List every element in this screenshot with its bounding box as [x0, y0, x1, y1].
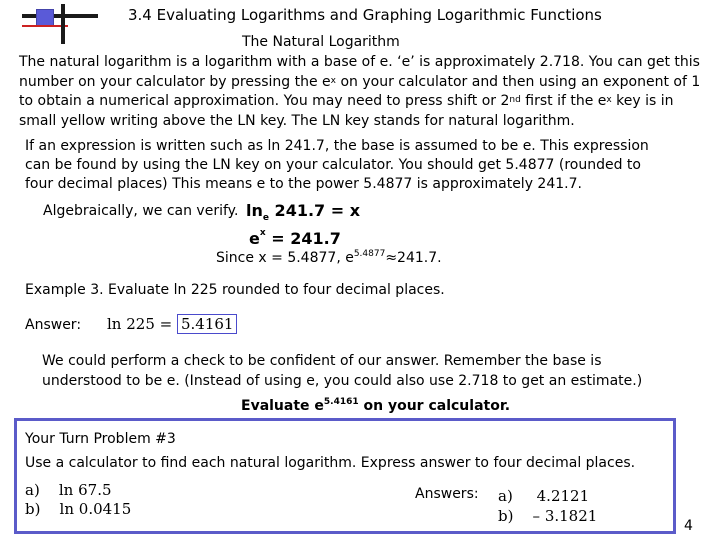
check-line-2: understood to be e. (Instead of using e, you could also use 2.718 to get an estimate.) — [42, 372, 643, 389]
problem-list — [25, 481, 131, 519]
answer-label: Answer: — [25, 317, 82, 333]
intro-line-1: The natural logarithm is a logarithm with a base of e. ‘e’ is approximately 2.718. You can get this — [19, 54, 700, 70]
intro-line-3: to obtain a numerical approximation. You may need to press shift or 2nd first if the $e^x$ key is in — [19, 93, 674, 110]
expression-paragraph — [25, 137, 649, 195]
logo-bar-horizontal — [22, 14, 98, 18]
your-turn-instructions: Use a calculator to find each natural logarithm. Express answer to four decimal places. — [25, 455, 636, 471]
verify-equation-exp: $e^x = 241.7$ — [249, 228, 341, 248]
answers-label: Answers: — [415, 486, 479, 502]
page-number: 4 — [684, 518, 693, 534]
intro-line-2: number on your calculator by pressing the $e^x$ on your calculator and then using an exponent of 1 — [19, 73, 701, 90]
answer-b: b) – 3.1821 — [498, 507, 598, 525]
verify-equation-log: $\ln_e 241.7 = x$ — [246, 201, 361, 224]
page-title: 3.4 Evaluating Logarithms and Graphing Logarithmic Functions — [128, 6, 602, 24]
expression-line-2: can be found by using the LN key on your calculator. You should get 5.4877 (rounded to — [25, 157, 641, 174]
check-paragraph — [42, 352, 642, 391]
answer-value: 5.4161 — [177, 314, 238, 334]
answer-expression: ln 225 = 5.4161 — [107, 315, 237, 333]
check-line-1: We could perform a check to be confident of our answer. Remember the base is — [42, 353, 602, 369]
answer-list — [498, 486, 597, 526]
problem-b: b) ln 0.0415 — [25, 500, 132, 518]
section-title: The Natural Logarithm — [242, 34, 400, 50]
verify-since-line: Since x = 5.4877, $e^{5.4877}\approx 241.7$. — [216, 249, 442, 266]
expression-line-3: four decimal places) This means e to the power 5.4877 is approximately 241.7. — [25, 176, 582, 193]
intro-paragraph — [19, 53, 700, 131]
expression-line-1: If an expression is written such as ln 241.7, the base is assumed to be e. This expression — [25, 138, 649, 154]
evaluate-instruction: Evaluate $e^{5.4161}$ on your calculator. — [241, 397, 511, 414]
problem-a: a) ln 67.5 — [25, 481, 112, 499]
your-turn-title: Your Turn Problem #3 — [25, 431, 176, 447]
intro-line-4: small yellow writing above the LN key. The LN key stands for natural logarithm. — [19, 112, 575, 129]
verify-label: Algebraically, we can verify. — [43, 203, 239, 219]
answer-a: a) 4.2121 — [498, 487, 590, 505]
example-statement: Example 3. Evaluate ln 225 rounded to four decimal places. — [25, 282, 445, 298]
logo-bar-vertical — [61, 4, 65, 44]
